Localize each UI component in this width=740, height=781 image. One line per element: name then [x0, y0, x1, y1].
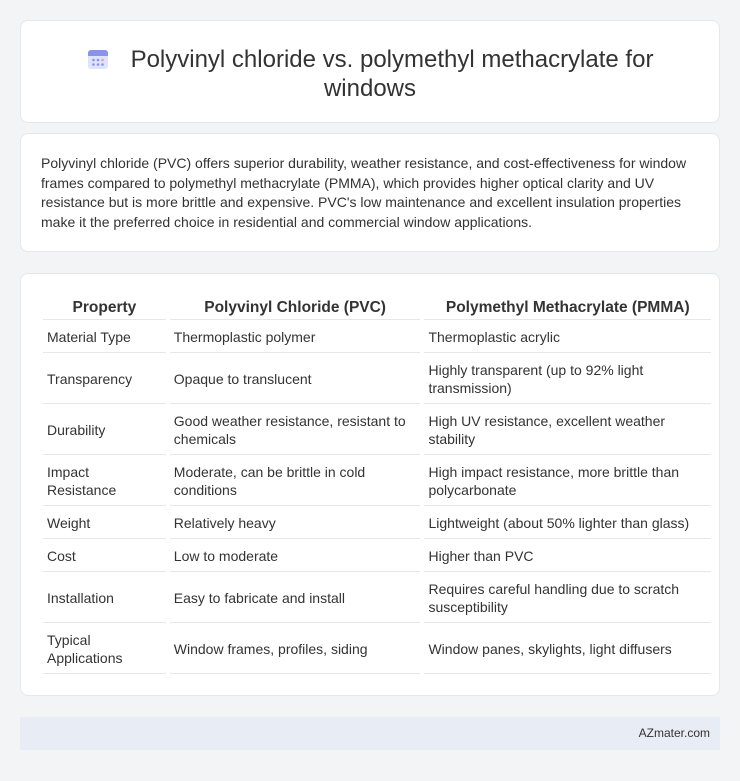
page-title — [61, 45, 679, 103]
cell-pvc: Moderate, can be brittle in cold conditions — [170, 457, 421, 506]
table-row — [43, 508, 711, 539]
table-row — [43, 457, 711, 506]
cell-property: Typical Applications — [43, 625, 166, 674]
cell-pvc: Easy to fabricate and install — [170, 574, 421, 623]
footer-bar — [20, 717, 720, 750]
page-title-text: Polyvinyl chloride vs. polymethyl methacrylate for windows — [130, 46, 654, 102]
cell-pvc: Relatively heavy — [170, 508, 421, 539]
cell-property: Weight — [43, 508, 166, 539]
cell-pvc: Window frames, profiles, siding — [170, 625, 421, 674]
header-card — [20, 20, 720, 123]
title-wrap — [21, 45, 719, 103]
cell-pmma: Higher than PVC — [424, 541, 711, 572]
cell-property: Transparency — [43, 355, 166, 404]
cell-pvc: Opaque to translucent — [170, 355, 421, 404]
table-header-row — [43, 296, 711, 320]
comparison-table-card — [20, 273, 720, 696]
cell-pvc: Thermoplastic polymer — [170, 322, 421, 353]
table-row — [43, 406, 711, 455]
table-row — [43, 322, 711, 353]
summary-text: Polyvinyl chloride (PVC) offers superior durability, weather resistance, and cost-effectiveness for window frames compared to polymethyl methacrylate (PMMA), which provides higher optical clarity and UV resistance but is more brittle and expensive. PVC's low maintenance and excellent insulation properties make it the preferred choice in residential and commercial window applications. — [41, 155, 687, 230]
header-pmma: Polymethyl Methacrylate (PMMA) — [424, 296, 711, 320]
table-row — [43, 541, 711, 572]
table-row — [43, 574, 711, 623]
cell-pmma: Requires careful handling due to scratch susceptibility — [424, 574, 711, 623]
summary-card — [20, 133, 720, 252]
header-property: Property — [43, 296, 166, 320]
cell-pmma: High UV resistance, excellent weather stability — [424, 406, 711, 455]
cell-pmma: Highly transparent (up to 92% light transmission) — [424, 355, 711, 404]
table-row — [43, 625, 711, 674]
comparison-table — [39, 294, 715, 676]
table-row — [43, 355, 711, 404]
cell-pmma: Window panes, skylights, light diffusers — [424, 625, 711, 674]
cell-pvc: Low to moderate — [170, 541, 421, 572]
cell-property: Impact Resistance — [43, 457, 166, 506]
cell-property: Material Type — [43, 322, 166, 353]
cell-pmma: Thermoplastic acrylic — [424, 322, 711, 353]
cell-pmma: High impact resistance, more brittle than polycarbonate — [424, 457, 711, 506]
footer-brand-link[interactable]: AZmater.com — [638, 726, 710, 740]
calendar-icon — [87, 48, 109, 70]
cell-pvc: Good weather resistance, resistant to chemicals — [170, 406, 421, 455]
cell-property: Installation — [43, 574, 166, 623]
header-pvc: Polyvinyl Chloride (PVC) — [170, 296, 421, 320]
cell-property: Cost — [43, 541, 166, 572]
cell-property: Durability — [43, 406, 166, 455]
cell-pmma: Lightweight (about 50% lighter than glass) — [424, 508, 711, 539]
